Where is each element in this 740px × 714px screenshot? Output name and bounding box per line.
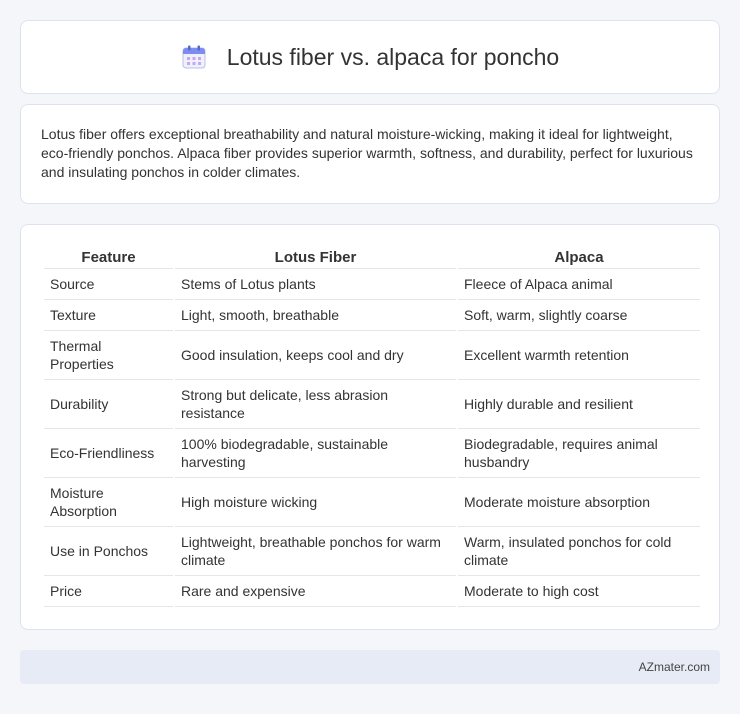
comparison-table xyxy=(42,245,702,607)
table-row xyxy=(44,300,700,331)
page-title: Lotus fiber vs. alpaca for poncho xyxy=(226,43,560,70)
header-feature: Feature xyxy=(44,245,173,269)
feature-cell: Use in Ponchos xyxy=(44,527,173,576)
summary-text: Lotus fiber offers exceptional breathability and natural moisture-wicking, making it ideal for lightweight, eco-friendly ponchos. Alpaca fiber provides superior warmth, softness, and durability, perfect for luxurious and insulating ponchos in colder climates. xyxy=(41,126,693,180)
feature-cell: Texture xyxy=(44,300,173,331)
comparison-table-card xyxy=(20,224,720,630)
lotus-cell: Light, smooth, breathable xyxy=(175,300,456,331)
header-lotus-fiber: Lotus Fiber xyxy=(175,245,456,269)
lotus-cell: Strong but delicate, less abrasion resistance xyxy=(175,380,456,429)
feature-cell: Price xyxy=(44,576,173,607)
feature-cell: Moisture Absorption xyxy=(44,478,173,527)
alpaca-cell: Fleece of Alpaca animal xyxy=(458,269,700,300)
table-row xyxy=(44,576,700,607)
table-row xyxy=(44,269,700,300)
feature-cell: Thermal Properties xyxy=(44,331,173,380)
calendar-icon xyxy=(181,44,207,70)
table-row xyxy=(44,478,700,527)
alpaca-cell: Warm, insulated ponchos for cold climate xyxy=(458,527,700,576)
footer xyxy=(20,650,720,684)
footer-brand: AZmater.com xyxy=(638,660,710,674)
feature-cell: Source xyxy=(44,269,173,300)
alpaca-cell: Excellent warmth retention xyxy=(458,331,700,380)
lotus-cell: Stems of Lotus plants xyxy=(175,269,456,300)
table-header-row xyxy=(44,245,700,269)
alpaca-cell: Highly durable and resilient xyxy=(458,380,700,429)
alpaca-cell: Biodegradable, requires animal husbandry xyxy=(458,429,700,478)
summary-card xyxy=(20,104,720,204)
table-row xyxy=(44,380,700,429)
feature-cell: Durability xyxy=(44,380,173,429)
alpaca-cell: Moderate to high cost xyxy=(458,576,700,607)
lotus-cell: Lightweight, breathable ponchos for warm climate xyxy=(175,527,456,576)
table-row xyxy=(44,331,700,380)
lotus-cell: Rare and expensive xyxy=(175,576,456,607)
lotus-cell: High moisture wicking xyxy=(175,478,456,527)
table-row xyxy=(44,527,700,576)
lotus-cell: Good insulation, keeps cool and dry xyxy=(175,331,456,380)
lotus-cell: 100% biodegradable, sustainable harvesting xyxy=(175,429,456,478)
alpaca-cell: Moderate moisture absorption xyxy=(458,478,700,527)
table-row xyxy=(44,429,700,478)
feature-cell: Eco-Friendliness xyxy=(44,429,173,478)
header-alpaca: Alpaca xyxy=(458,245,700,269)
title-card xyxy=(20,20,720,94)
alpaca-cell: Soft, warm, slightly coarse xyxy=(458,300,700,331)
